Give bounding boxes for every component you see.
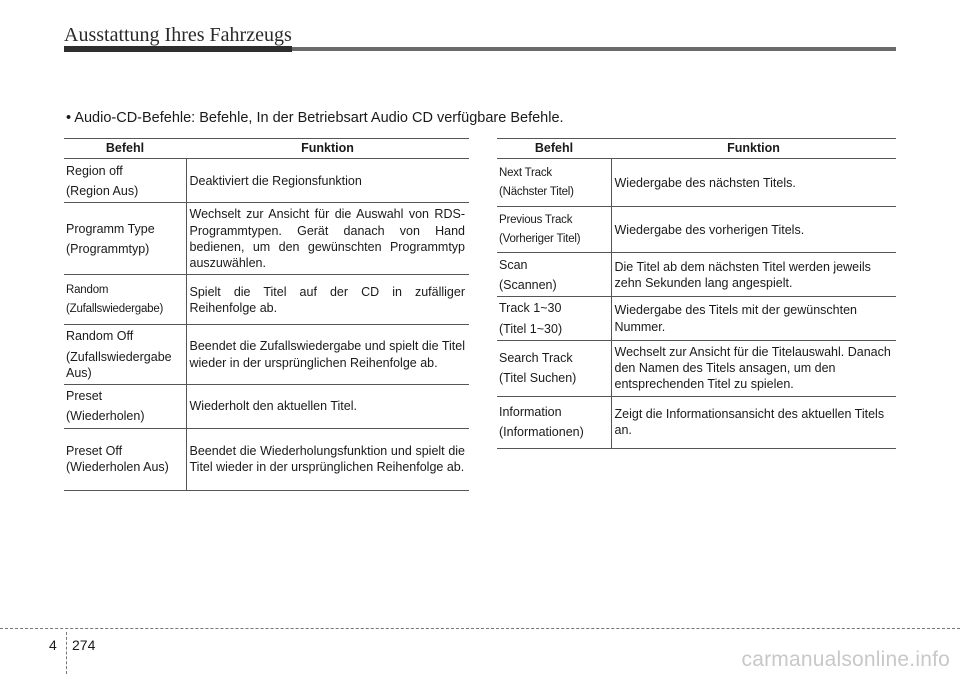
table-row bbox=[497, 340, 896, 396]
command-name-translation: (Titel 1~30) bbox=[499, 321, 563, 336]
function-description: Beendet die Zufallswiedergabe und spielt die Titel wieder in der ursprünglichen Reihenfolge ab. bbox=[186, 325, 469, 385]
table-row bbox=[497, 297, 896, 341]
watermark: carmanualsonline.info bbox=[741, 648, 950, 671]
command-cell bbox=[64, 428, 186, 490]
command-name-translation: (Vorheriger Titel) bbox=[499, 232, 581, 245]
commands-table-left bbox=[64, 138, 469, 491]
column-header-function: Funktion bbox=[186, 139, 469, 159]
column-header-function: Funktion bbox=[611, 139, 896, 159]
footer-dashed-divider bbox=[66, 632, 67, 674]
table-row bbox=[497, 253, 896, 297]
command-cell bbox=[64, 325, 186, 385]
function-description: Spielt die Titel auf der CD in zufälliger Reihenfolge ab. bbox=[186, 275, 469, 325]
function-description: Wechselt zur Ansicht für die Titelauswahl. Danach den Namen des Titels ansagen, um den entsprechenden Titel zu spielen. bbox=[611, 340, 896, 396]
header-rule-accent bbox=[64, 46, 292, 52]
command-name-translation: (Informationen) bbox=[499, 425, 584, 440]
function-description: Wiedergabe des Titels mit der gewünschten Nummer. bbox=[611, 297, 896, 341]
function-description: Wiederholt den aktuellen Titel. bbox=[186, 385, 469, 429]
command-name: Programm Type bbox=[66, 221, 155, 236]
command-name: Track 1~30 bbox=[499, 301, 562, 316]
command-cell bbox=[497, 253, 611, 297]
command-name-translation: (Titel Suchen) bbox=[499, 371, 577, 386]
page-header-title: Ausstattung Ihres Fahrzeugs bbox=[64, 24, 292, 46]
command-cell bbox=[497, 207, 611, 253]
command-name: Next Track bbox=[499, 166, 552, 179]
intro-text: • Audio-CD-Befehle: Befehle, In der Betriebsart Audio CD verfügbare Befehle. bbox=[66, 110, 564, 126]
table-row bbox=[64, 385, 469, 429]
page-number: 274 bbox=[72, 637, 96, 653]
command-cell bbox=[497, 340, 611, 396]
command-cell bbox=[497, 297, 611, 341]
command-name: Random Off bbox=[66, 329, 134, 344]
table-row bbox=[497, 159, 896, 207]
command-name-translation: (Zufallswiedergabe Aus) bbox=[66, 349, 172, 380]
command-cell bbox=[64, 275, 186, 325]
command-name-translation: (Region Aus) bbox=[66, 183, 139, 198]
command-cell bbox=[64, 385, 186, 429]
chapter-number: 4 bbox=[49, 637, 57, 653]
command-name: Scan bbox=[499, 257, 528, 272]
function-description: Zeigt die Informationsansicht des aktuellen Titels an. bbox=[611, 396, 896, 448]
function-description: Beendet die Wiederholungsfunktion und spielt die Titel wieder in der ursprünglichen Reihenfolge ab. bbox=[186, 428, 469, 490]
table-row bbox=[64, 275, 469, 325]
table-row bbox=[64, 325, 469, 385]
command-name: Preset bbox=[66, 389, 103, 403]
table-row bbox=[64, 428, 469, 490]
command-name: Region off bbox=[66, 163, 123, 178]
command-name-translation: (Wiederholen Aus) bbox=[66, 460, 169, 474]
command-name-translation: (Programmtyp) bbox=[66, 241, 150, 256]
table-header-row bbox=[497, 139, 896, 159]
command-name-translation: (Nächster Titel) bbox=[499, 185, 574, 198]
table-row bbox=[64, 159, 469, 203]
command-name-translation: (Wiederholen) bbox=[66, 409, 145, 424]
table-row bbox=[497, 207, 896, 253]
command-name-translation: (Scannen) bbox=[499, 277, 557, 292]
command-cell bbox=[497, 396, 611, 448]
table-row bbox=[497, 396, 896, 448]
command-cell bbox=[64, 159, 186, 203]
column-header-command: Befehl bbox=[64, 139, 186, 159]
function-description: Wiedergabe des vorherigen Titels. bbox=[611, 207, 896, 253]
commands-table-right bbox=[497, 138, 896, 449]
command-cell bbox=[64, 203, 186, 275]
command-cell bbox=[497, 159, 611, 207]
function-description: Wiedergabe des nächsten Titels. bbox=[611, 159, 896, 207]
command-name: Random bbox=[66, 283, 109, 296]
function-description: Deaktiviert die Regionsfunktion bbox=[186, 159, 469, 203]
command-name: Previous Track bbox=[499, 213, 573, 226]
command-name-translation: (Zufallswiedergabe) bbox=[66, 302, 164, 315]
command-name: Preset Off bbox=[66, 443, 123, 458]
command-name: Search Track bbox=[499, 351, 573, 365]
table-row bbox=[64, 203, 469, 275]
column-header-command: Befehl bbox=[497, 139, 611, 159]
command-name: Information bbox=[499, 405, 562, 419]
footer-dashed-rule bbox=[0, 628, 960, 629]
function-description: Die Titel ab dem nächsten Titel werden jeweils zehn Sekunden lang angespielt. bbox=[611, 253, 896, 297]
function-description: Wechselt zur Ansicht für die Auswahl von RDS-Programmtypen. Gerät danach von Hand bedienen, um den gewünschten Programmtyp auszuwählen. bbox=[186, 203, 469, 275]
table-header-row bbox=[64, 139, 469, 159]
